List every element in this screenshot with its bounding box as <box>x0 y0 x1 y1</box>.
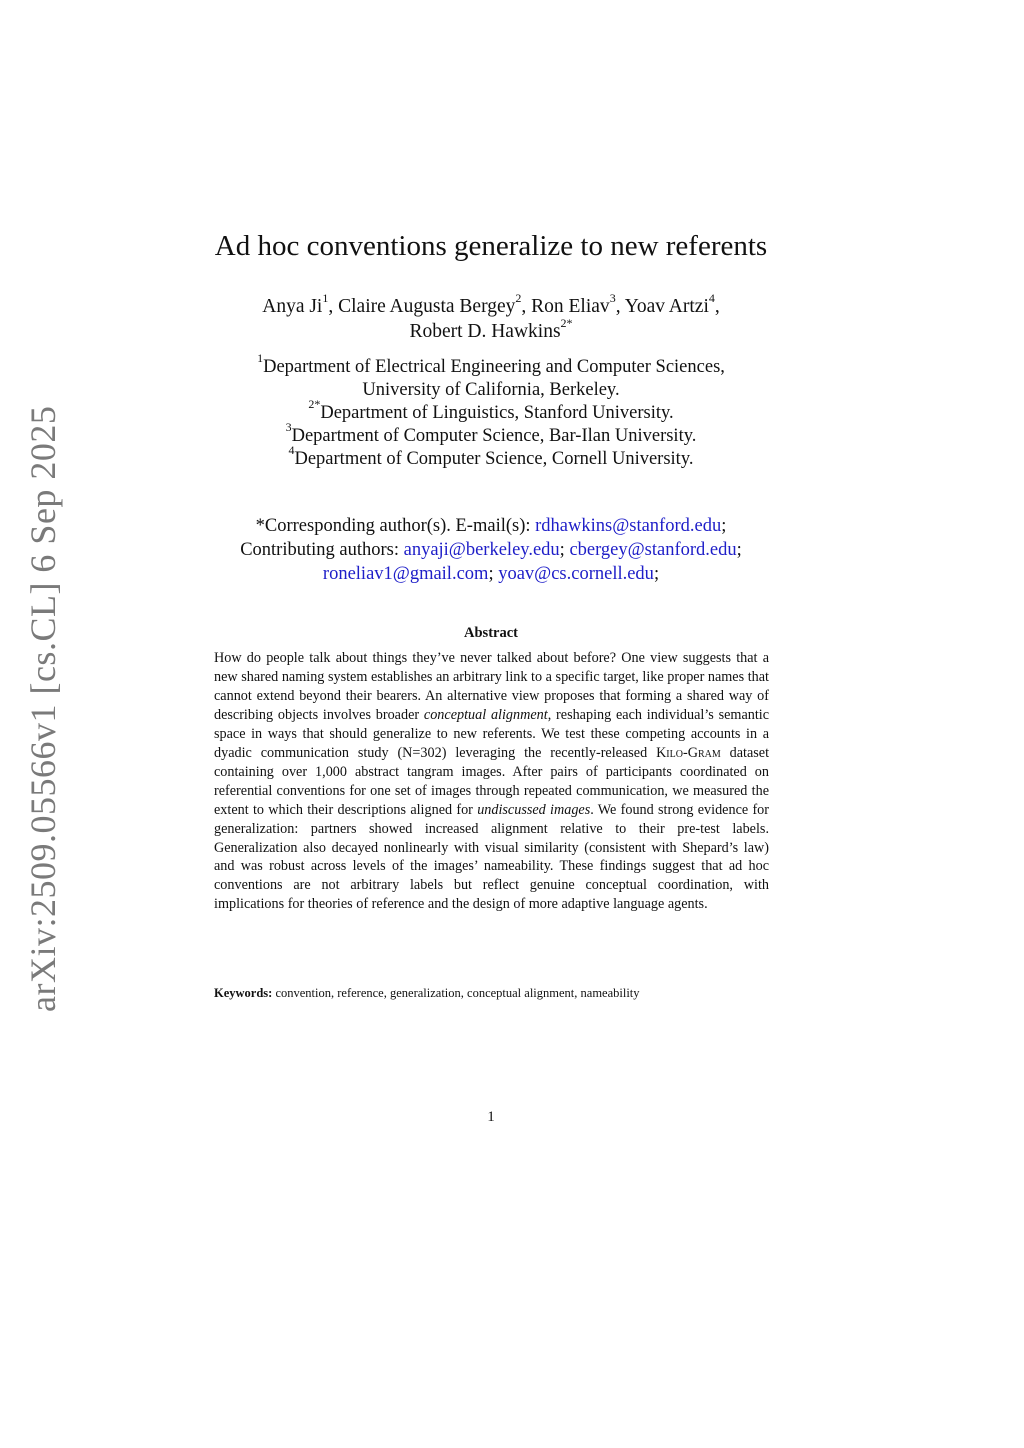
affiliation-mark: 4 <box>288 442 295 457</box>
affiliation-mark: 3 <box>285 419 292 434</box>
abstract-emphasis: conceptual alignment <box>423 706 548 723</box>
abstract-body <box>214 649 769 914</box>
corresponding-author-line: *Corresponding author(s). E-mail(s): rdhawkins@stanford.edu; <box>255 516 727 536</box>
affiliation-text: Department of Linguistics, Stanford University. <box>320 403 674 423</box>
affiliation-line <box>0 442 982 471</box>
affiliation-text: Department of Computer Science, Bar-Ilan University. <box>291 426 697 446</box>
keywords-line <box>214 985 774 1002</box>
author-separator: , <box>714 296 720 317</box>
corresponding-label: *Corresponding author(s). E-mail(s): <box>255 516 531 536</box>
keywords-text: convention, reference, generalization, conceptual alignment, nameability <box>275 986 640 1000</box>
affiliation-mark: 1 <box>257 350 264 365</box>
author-line-1 <box>0 290 982 319</box>
abstract-emphasis: undiscussed images <box>477 801 591 818</box>
author-affiliation-mark: 1 <box>322 290 329 305</box>
author-separator: , <box>615 296 625 317</box>
author-separator: , <box>328 296 339 317</box>
author-line-2 <box>0 315 982 344</box>
affiliation-text: Department of Electrical Engineering and Computer Sciences, <box>263 357 725 377</box>
affiliation-line <box>0 350 982 379</box>
author-affiliation-mark: 2* <box>560 315 573 330</box>
author-name: Ron Eliav <box>531 296 610 317</box>
abstract-text: dataset containing over 1,000 abstract tangram images. After pairs of participants coordinated on referential conventions for one set of images through repeated communication, we measured the extent to which their descriptions aligned for <box>214 744 770 818</box>
affiliation-mark: 2* <box>308 396 321 411</box>
abstract-heading: Abstract <box>464 625 518 641</box>
affiliation-list <box>0 350 982 471</box>
affiliation-line <box>0 379 982 402</box>
contact-block <box>0 514 982 586</box>
affiliation-line <box>0 419 982 448</box>
author-name: Yoav Artzi <box>624 296 709 317</box>
author-affiliation-mark: 4 <box>708 290 715 305</box>
email-link[interactable]: roneliav1@gmail.com <box>322 564 489 584</box>
email-link[interactable]: yoav@cs.cornell.edu <box>498 564 654 584</box>
author-name: Robert D. Hawkins <box>409 321 561 342</box>
affiliation-text: University of California, Berkeley. <box>362 380 620 400</box>
contributing-label: Contributing authors: <box>240 540 399 560</box>
paper-title: Ad hoc conventions generalize to new referents <box>214 230 768 262</box>
author-separator: , <box>521 296 532 317</box>
abstract-text: , reshaping each individual’s semantic space in ways that should generalize to new referents. We test these competing accounts in a dyadic communication study (N=302) leveraging the recently-released <box>214 706 770 761</box>
author-affiliation-mark: 2 <box>515 290 522 305</box>
affiliation-line <box>0 396 982 425</box>
email-link[interactable]: anyaji@berkeley.edu <box>403 540 560 560</box>
author-affiliation-mark: 3 <box>609 290 616 305</box>
abstract-text: How do people talk about things they’ve never talked about before? One view suggests that a new shared naming system establishes an arbitrary link to a specific target, like proper names that cannot extend beyond their bearers. An alternative view proposes that forming a shared way of describing objects involves broader <box>214 650 769 723</box>
dataset-name: Kilo-Gram <box>656 744 721 761</box>
arxiv-identifier-stamp: arXiv:2509.05566v1 [cs.CL] 6 Sep 2025 <box>23 405 63 1012</box>
author-list <box>0 290 982 344</box>
email-link[interactable]: cbergey@stanford.edu <box>569 540 737 560</box>
author-name: Claire Augusta Bergey <box>338 296 516 317</box>
corresponding-email-link[interactable]: rdhawkins@stanford.edu <box>535 516 722 536</box>
contributing-authors-line: Contributing authors: anyaji@berkeley.edu; cbergey@stanford.edu; <box>240 540 742 560</box>
contributing-authors-line: roneliav1@gmail.com; yoav@cs.cornell.edu; <box>322 564 660 584</box>
author-name: Anya Ji <box>262 296 323 317</box>
affiliation-text: Department of Computer Science, Cornell University. <box>294 449 694 469</box>
page-number: 1 <box>487 1109 495 1125</box>
abstract-text: . We found strong evidence for generalization: partners showed increased alignment relative to their pre-test labels. Generalization also decayed nonlinearly with visual similarity (consistent with Shepard’s law) and was robust across levels of the images’ nameability. These findings suggest that ad hoc conventions are not arbitrary labels but reflect genuine conceptual coordination, with implications for theories of reference and the design of more adaptive language agents. <box>214 801 769 913</box>
keywords-label: Keywords: <box>214 986 273 1000</box>
